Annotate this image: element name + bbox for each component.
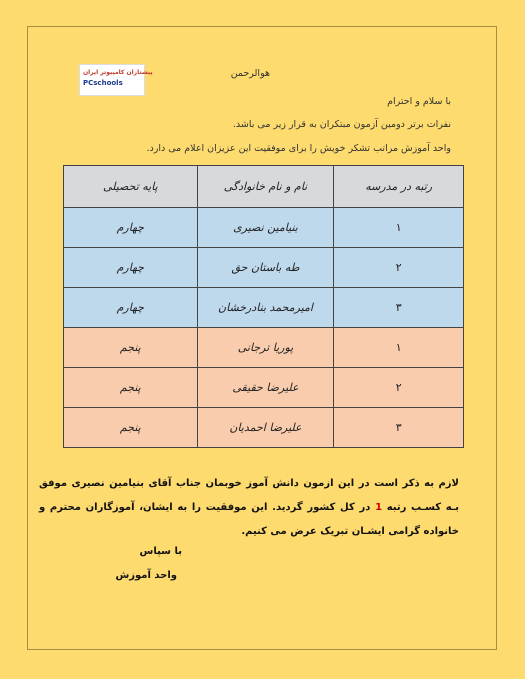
cell-rank: ۲: [334, 368, 464, 408]
ranking-table: [63, 165, 464, 448]
highlighted-rank: 1: [375, 502, 383, 513]
signature-unit: واحد آموزش: [115, 570, 177, 581]
column-header-rank: رتبه در مدرسه: [334, 166, 464, 208]
announcement-text-1: لازم به ذکر است در این ازمون دانش آموز خوبمان جناب آقای بنیامین نصیری موفق بـه کسـب رتبه: [39, 478, 459, 513]
basmala: هوالرحمن: [230, 68, 270, 79]
table-row: [64, 408, 464, 448]
cell-grade: پنجم: [64, 368, 198, 408]
cell-name: علیرضا حقیقی: [197, 368, 334, 408]
intro-line-1: نفرات برتر دومین آزمون مبتکران به قرار زیر می باشد.: [232, 119, 451, 130]
table-row: [64, 368, 464, 408]
table-row: [64, 328, 464, 368]
cell-name: طه باستان حق: [197, 248, 334, 288]
intro-line-2: واحد آموزش مراتب تشکر خویش را برای موفقیت این عزیزان اعلام می دارد.: [146, 143, 451, 154]
greeting: با سلام و احترام: [387, 96, 451, 107]
logo-text-persian: پیشتازان کامپیوتر ایران: [83, 69, 153, 76]
cell-rank: ۳: [334, 408, 464, 448]
cell-grade: پنجم: [64, 328, 198, 368]
column-header-name: نام و نام خانوادگی: [197, 166, 334, 208]
cell-rank: ۳: [334, 288, 464, 328]
school-logo: [79, 64, 153, 96]
column-header-grade: پایه تحصیلی: [64, 166, 198, 208]
cell-name: پوریا ترجانی: [197, 328, 334, 368]
cell-rank: ۲: [334, 248, 464, 288]
signature-thanks: با سپاس: [139, 546, 182, 557]
table-row: [64, 208, 464, 248]
table-header-row: [64, 166, 464, 208]
cell-grade: چهارم: [64, 248, 198, 288]
cell-grade: چهارم: [64, 288, 198, 328]
table-row: [64, 248, 464, 288]
cell-rank: ۱: [334, 328, 464, 368]
cell-grade: پنجم: [64, 408, 198, 448]
table-row: [64, 288, 464, 328]
cell-name: بنیامین نصیری: [197, 208, 334, 248]
announcement-text-2: در کل کشور گردید. این موفقیت را به ایشان، آموزگاران محترم و خانواده گرامی ایشـان تبریک عرض می کنیم.: [39, 502, 459, 537]
cell-rank: ۱: [334, 208, 464, 248]
announcement-paragraph: [39, 472, 459, 544]
cell-grade: چهارم: [64, 208, 198, 248]
cell-name: علیرضا احمدیان: [197, 408, 334, 448]
cell-name: امیرمحمد بنادرخشان: [197, 288, 334, 328]
logo-text-latin: PCschools: [83, 79, 123, 87]
